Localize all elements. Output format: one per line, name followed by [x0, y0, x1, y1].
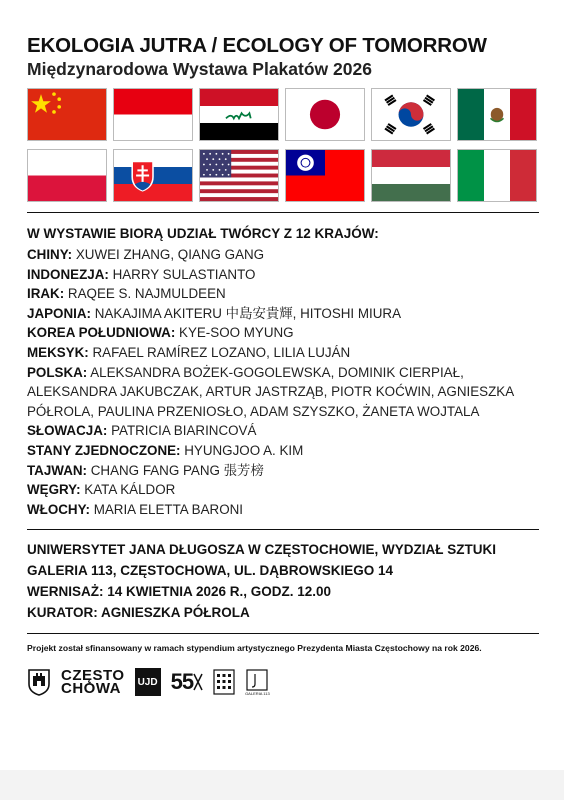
- list-item: [27, 363, 539, 422]
- galeria-113-caption: GALERIA 113: [245, 690, 270, 696]
- divider: [27, 212, 539, 213]
- artist-names: HARRY SULASTIANTO: [108, 266, 256, 282]
- artist-names: CHANG FANG PANG 張芳榜: [87, 462, 264, 478]
- slovakia-flag: [113, 149, 193, 202]
- czestochowa-wordmark-line2: CHOWA: [61, 680, 121, 698]
- country-name: INDONEZJA:: [27, 266, 109, 282]
- iraq-flag: [199, 88, 279, 141]
- poland-flag: [27, 149, 107, 202]
- curator-line: KURATOR: AGNIESZKA PÓŁROLA: [27, 605, 250, 621]
- artist-names: KATA KÁLDOR: [80, 482, 176, 498]
- hungary-flag: [371, 149, 451, 202]
- list-item: [27, 500, 539, 520]
- opening-date: WERNISAŻ: 14 KWIETNIA 2026 R., GODZ. 12.00: [27, 584, 332, 600]
- country-name: STANY ZJEDNOCZONE:: [27, 442, 181, 458]
- artist-names: RAQEE S. NAJMULDEEN: [64, 286, 226, 302]
- page-subtitle: Międzynarodowa Wystawa Plakatów 2026: [27, 59, 372, 79]
- list-item: [27, 421, 539, 441]
- ujd-logo: [135, 668, 161, 696]
- artist-names: KYE-SOO MYUNG: [175, 325, 294, 341]
- logos-row: [27, 668, 539, 696]
- artists-header: W WYSTAWIE BIORĄ UDZIAŁ TWÓRCY Z 12 KRAJÓW:: [27, 226, 379, 241]
- country-name: IRAK:: [27, 286, 65, 302]
- country-name: TAJWAN:: [27, 462, 88, 478]
- list-item: [27, 323, 539, 343]
- poster: [27, 34, 539, 696]
- list-item: [27, 265, 539, 285]
- galeria-113-logo: [245, 669, 270, 696]
- list-item: [27, 343, 539, 363]
- country-name: WŁOCHY:: [27, 501, 90, 517]
- flags-grid: [27, 88, 539, 202]
- anniversary-number: 55: [170, 669, 194, 695]
- ujd-logo-text: UJD: [135, 668, 161, 696]
- university-line: UNIWERSYTET JANA DŁUGOSZA W CZĘSTOCHOWIE, WYDZIAŁ SZTUKI: [27, 542, 496, 558]
- mexico-flag: [457, 88, 537, 141]
- artist-names: RAFAEL RAMÍREZ LOZANO, LILIA LUJÁN: [88, 344, 351, 360]
- 55-anniversary-logo: [171, 669, 203, 695]
- event-info: [27, 539, 539, 623]
- funding-note: Projekt został sfinansowany w ramach stypendium artystycznego Prezydenta Miasta Częstochowy na rok 2026.: [27, 643, 482, 654]
- page-title: EKOLOGIA JUTRA / ECOLOGY OF TOMORROW: [27, 34, 487, 57]
- country-name: POLSKA:: [27, 364, 88, 380]
- list-item: [27, 441, 539, 461]
- south-korea-flag: [371, 88, 451, 141]
- artist-names: ALEKSANDRA BOŻEK-GOGOLEWSKA, DOMINIK CIERPIAŁ, ALEKSANDRA JAKUBCZAK, ARTUR JASTRZĄB, PIOTR KOĆWIN, AGNIESZKA PÓŁROLA, PAULINA PRZENIOSŁO, ADAM SZYSZKO, ŻANETA WOJTALA: [27, 364, 514, 419]
- list-item: [27, 480, 539, 500]
- country-name: CHINY:: [27, 247, 73, 262]
- gallery-address: GALERIA 113, CZĘSTOCHOWA, UL. DĄBROWSKIEGO 14: [27, 563, 394, 579]
- china-flag: [27, 88, 107, 141]
- artist-names: MARIA ELETTA BARONI: [89, 501, 244, 517]
- country-name: JAPONIA:: [27, 305, 91, 321]
- japan-flag: [285, 88, 365, 141]
- country-name: MEKSYK:: [27, 344, 89, 360]
- artist-names: HYUNGJOO A. KIM: [180, 442, 304, 458]
- list-item: [27, 245, 539, 265]
- artist-names: XUWEI ZHANG, QIANG GANG: [72, 247, 265, 262]
- czestochowa-wordmark-line1: CZĘSTO: [61, 667, 125, 685]
- artist-names: NAKAJIMA AKITERU 中島安貴輝, HITOSHI MIURA: [91, 305, 402, 321]
- indonesia-flag: [113, 88, 193, 141]
- artist-names: PATRICIA BIARINCOVÁ: [107, 423, 257, 439]
- taiwan-flag: [285, 149, 365, 202]
- country-name: KOREA POŁUDNIOWA:: [27, 325, 176, 341]
- usa-flag: [199, 149, 279, 202]
- city-crest-logo: [27, 668, 51, 696]
- bottom-band: [0, 770, 564, 800]
- list-item: [27, 461, 539, 481]
- divider: [27, 529, 539, 530]
- country-name: WĘGRY:: [27, 482, 81, 498]
- italy-flag: [457, 149, 537, 202]
- divider: [27, 633, 539, 634]
- artists-list: [27, 245, 539, 519]
- arts-faculty-logo: [213, 669, 235, 695]
- list-item: [27, 284, 539, 304]
- list-item: [27, 304, 539, 324]
- czestochowa-wordmark-logo: [61, 667, 125, 698]
- country-name: SŁOWACJA:: [27, 423, 108, 439]
